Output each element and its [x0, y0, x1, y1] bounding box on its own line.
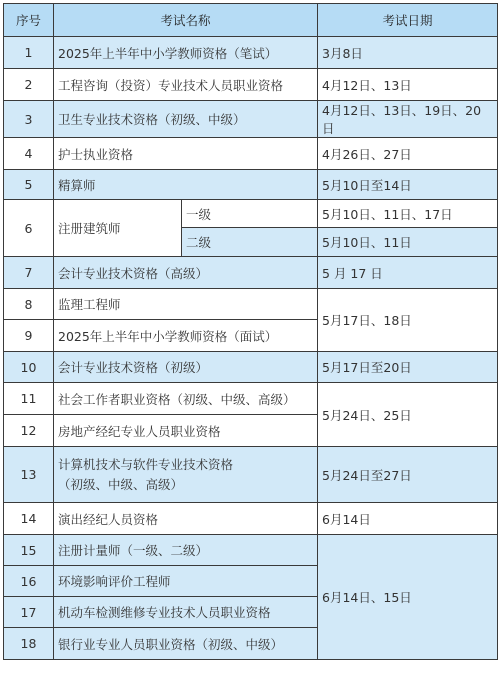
- row-no: 6: [4, 200, 54, 257]
- row-name: 注册建筑师: [54, 200, 182, 257]
- table-row: [4, 257, 498, 289]
- row-name: 房地产经纪专业人员职业资格: [54, 415, 318, 447]
- row-name: 社会工作者职业资格（初级、中级、高级）: [54, 383, 318, 415]
- row-name: 精算师: [54, 170, 318, 200]
- row-no: 2: [4, 69, 54, 101]
- row-date: 5月17日至20日: [318, 352, 498, 383]
- row-name-line1: 计算机技术与软件专业技术资格: [58, 456, 234, 472]
- row-name: 银行业专业人员职业资格（初级、中级）: [54, 628, 318, 660]
- table-row: [4, 101, 498, 138]
- row-date: 6月14日: [318, 503, 498, 535]
- row-no: 7: [4, 257, 54, 289]
- row-date: 5月17日、18日: [318, 289, 498, 352]
- row-name: 环境影响评价工程师: [54, 566, 318, 597]
- row-no: 5: [4, 170, 54, 200]
- table-row: [4, 200, 498, 228]
- table-row: [4, 383, 498, 415]
- row-no: 3: [4, 101, 54, 138]
- row-no: 13: [4, 447, 54, 503]
- row-name: 护士执业资格: [54, 138, 318, 170]
- exam-schedule-table: [3, 3, 498, 660]
- row-date: 5月10日、11日、17日: [318, 200, 498, 228]
- row-no: 8: [4, 289, 54, 320]
- row-date: 3月8日: [318, 37, 498, 69]
- row-no: 10: [4, 352, 54, 383]
- header-name: 考试名称: [54, 4, 318, 37]
- row-name: 会计专业技术资格（初级）: [54, 352, 318, 383]
- table-header-row: [4, 4, 498, 37]
- row-no: 16: [4, 566, 54, 597]
- row-name: 机动车检测维修专业技术人员职业资格: [54, 597, 318, 628]
- row-no: 14: [4, 503, 54, 535]
- row-no: 18: [4, 628, 54, 660]
- row-level: 一级: [182, 200, 318, 228]
- row-name: 卫生专业技术资格（初级、中级）: [54, 101, 318, 138]
- row-no: 17: [4, 597, 54, 628]
- row-date: 5 月 17 日: [318, 257, 498, 289]
- row-name: 注册计量师（一级、二级）: [54, 535, 318, 566]
- row-date: 4月12日、13日、19日、20日: [318, 101, 498, 138]
- table-row: [4, 447, 498, 503]
- row-name: 监理工程师: [54, 289, 318, 320]
- row-no: 1: [4, 37, 54, 69]
- row-name: 2025年上半年中小学教师资格（面试）: [54, 320, 318, 352]
- table-row: [4, 138, 498, 170]
- row-date: 5月10日、11日: [318, 228, 498, 257]
- table-row: [4, 535, 498, 566]
- row-date: 5月10日至14日: [318, 170, 498, 200]
- table-row: [4, 69, 498, 101]
- row-level: 二级: [182, 228, 318, 257]
- row-date: 4月26日、27日: [318, 138, 498, 170]
- table-row: [4, 352, 498, 383]
- row-no: 12: [4, 415, 54, 447]
- row-no: 4: [4, 138, 54, 170]
- row-no: 11: [4, 383, 54, 415]
- row-date: 4月12日、13日: [318, 69, 498, 101]
- row-no: 9: [4, 320, 54, 352]
- row-date: 6月14日、15日: [318, 535, 498, 660]
- header-no: 序号: [4, 4, 54, 37]
- exam-schedule: [3, 3, 497, 671]
- row-name: [54, 447, 318, 503]
- header-date: 考试日期: [318, 4, 498, 37]
- table-row: [4, 37, 498, 69]
- row-no: 15: [4, 535, 54, 566]
- row-date: 5月24日至27日: [318, 447, 498, 503]
- table-row: [4, 503, 498, 535]
- row-date: 5月24日、25日: [318, 383, 498, 447]
- table-row: [4, 170, 498, 200]
- row-name: 2025年上半年中小学教师资格（笔试）: [54, 37, 318, 69]
- table-row: [4, 289, 498, 320]
- row-name: 演出经纪人员资格: [54, 503, 318, 535]
- row-name: 会计专业技术资格（高级）: [54, 257, 318, 289]
- row-name: 工程咨询（投资）专业技术人员职业资格: [54, 69, 318, 101]
- row-name-line2: （初级、中级、高级）: [58, 476, 184, 492]
